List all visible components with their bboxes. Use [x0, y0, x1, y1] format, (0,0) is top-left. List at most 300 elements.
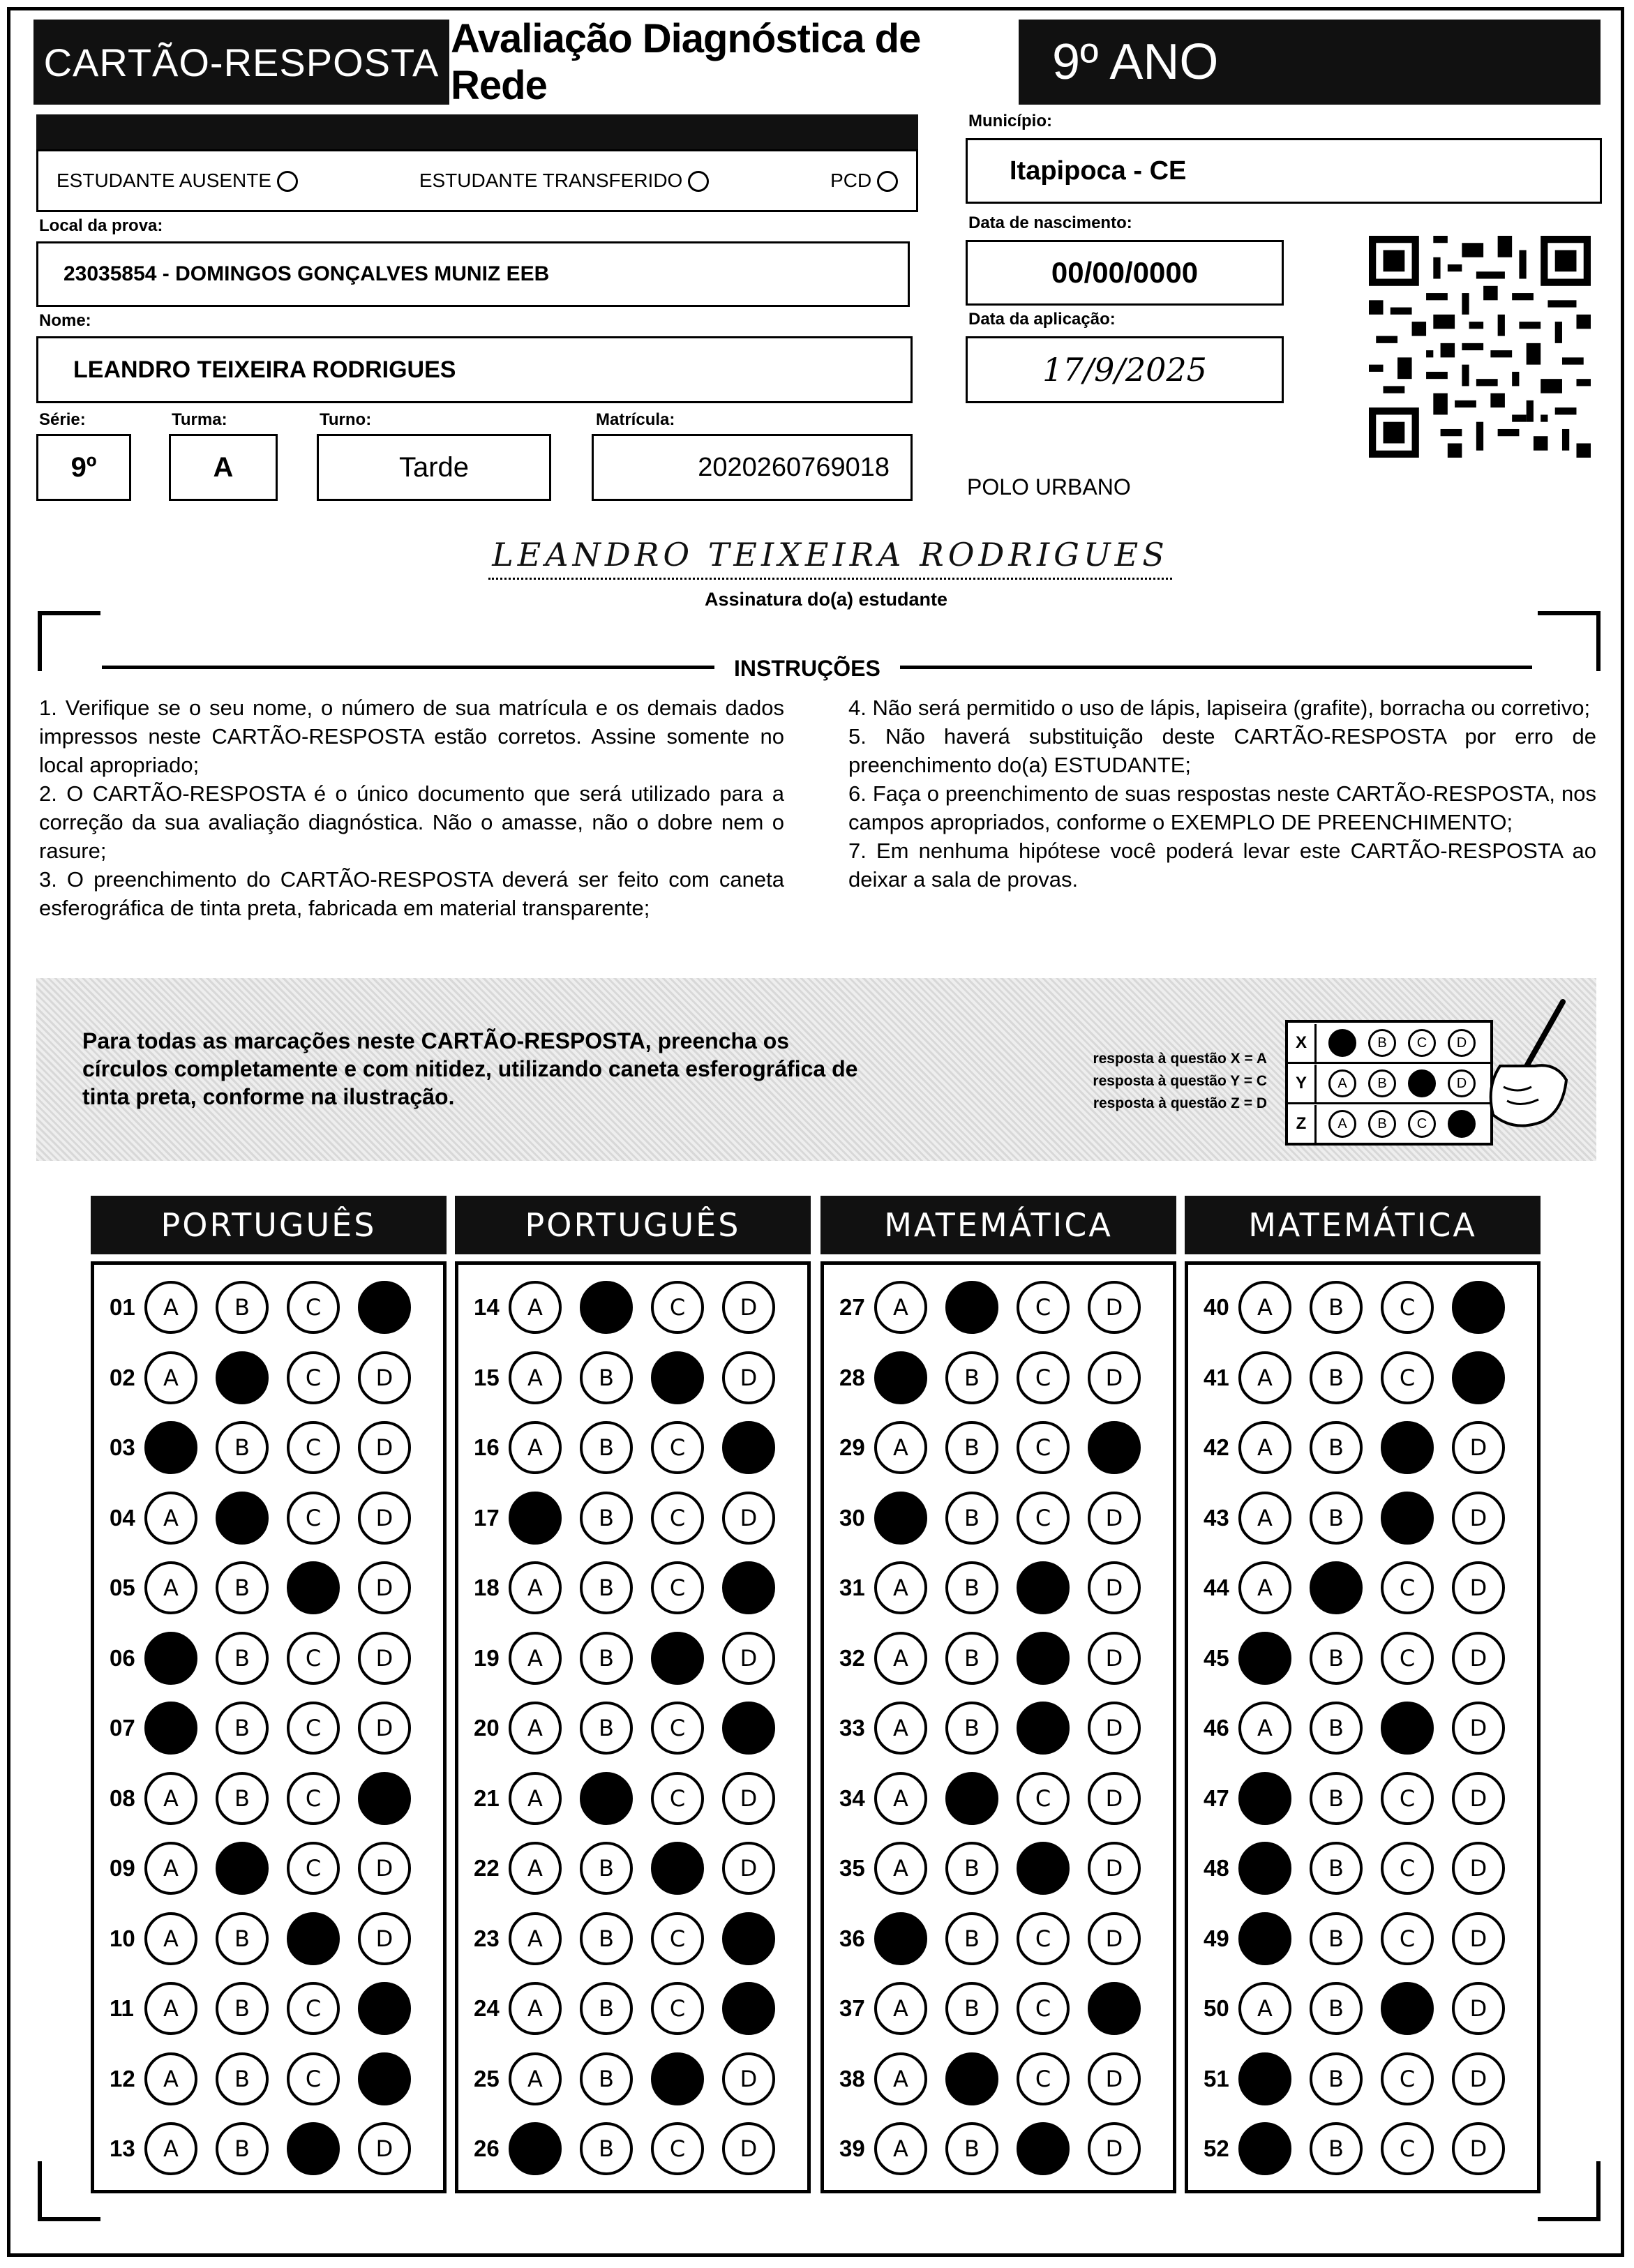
- answer-bubble-d[interactable]: [722, 1561, 775, 1614]
- answer-bubble-a[interactable]: A: [874, 1842, 927, 1895]
- answer-bubble-d[interactable]: D: [722, 2122, 775, 2175]
- answer-bubble-c[interactable]: C: [1017, 1421, 1070, 1474]
- answer-bubble-c[interactable]: C: [651, 1702, 704, 1755]
- answer-bubble-d[interactable]: D: [1452, 1702, 1505, 1755]
- answer-bubble-b[interactable]: B: [580, 1982, 633, 2035]
- example-bubble-a: A: [1328, 1069, 1356, 1097]
- answer-bubble-c[interactable]: C: [1017, 1281, 1070, 1334]
- question-number: 47: [1204, 1785, 1229, 1811]
- turma-field: A: [169, 434, 278, 501]
- absent-circle[interactable]: [277, 171, 298, 192]
- answer-bubble-d[interactable]: [358, 1281, 411, 1334]
- example-legend-z: resposta à questão Z = D: [1093, 1095, 1267, 1111]
- answer-bubble-b[interactable]: [945, 1281, 998, 1334]
- answer-bubble-b[interactable]: [216, 1492, 269, 1545]
- answer-bubble-d[interactable]: D: [1452, 1561, 1505, 1614]
- answer-bubble-d[interactable]: [722, 1912, 775, 1965]
- answer-bubble-a[interactable]: A: [874, 1702, 927, 1755]
- answer-bubble-c[interactable]: [1017, 1632, 1070, 1685]
- question-row: [1204, 1419, 1523, 1476]
- answer-bubble-b[interactable]: B: [1310, 1912, 1363, 1965]
- question-number: 13: [110, 2135, 135, 2161]
- answer-bubble-c[interactable]: C: [651, 1982, 704, 2035]
- question-row: [110, 1699, 429, 1757]
- question-number: 27: [839, 1294, 865, 1320]
- answer-bubble-d[interactable]: D: [1088, 1561, 1141, 1614]
- answer-bubble-b[interactable]: B: [945, 1492, 998, 1545]
- answer-bubble-a[interactable]: A: [874, 1772, 927, 1825]
- example-bubble-c: C: [1408, 1029, 1436, 1057]
- answer-bubble-d[interactable]: D: [722, 1492, 775, 1545]
- instruction-5: 5. Não haverá substituição deste CARTÃO-RESPOSTA por erro de preenchimento do(a) ESTUDANTE;: [848, 724, 1596, 777]
- answer-bubble-b[interactable]: B: [216, 1281, 269, 1334]
- answer-bubble-a[interactable]: A: [509, 2052, 562, 2105]
- answer-bubble-b[interactable]: B: [945, 1632, 998, 1685]
- answer-bubble-d[interactable]: D: [1452, 1632, 1505, 1685]
- instruction-3: 3. O preenchimento do CARTÃO-RESPOSTA deverá ser feito com caneta esferográfica de tinta preta, fabricada em material transparente;: [39, 867, 784, 920]
- exam-title: Avaliação Diagnóstica de Rede: [451, 20, 1017, 105]
- answer-bubble-b[interactable]: B: [216, 1702, 269, 1755]
- answer-bubble-a[interactable]: A: [144, 1351, 197, 1404]
- answer-bubble-d[interactable]: D: [1088, 2122, 1141, 2175]
- question-number: 10: [110, 1925, 135, 1951]
- example-bubble-b: B: [1368, 1110, 1396, 1138]
- answer-bubble-c[interactable]: C: [287, 1772, 340, 1825]
- question-row: [474, 1559, 793, 1616]
- answer-bubble-d[interactable]: D: [358, 1492, 411, 1545]
- answer-bubble-a[interactable]: [144, 1421, 197, 1474]
- answer-bubble-b[interactable]: B: [216, 2052, 269, 2105]
- answer-bubble-c[interactable]: C: [1017, 1492, 1070, 1545]
- answer-bubble-a[interactable]: A: [1238, 1492, 1291, 1545]
- answer-bubble-b[interactable]: B: [1310, 1772, 1363, 1825]
- answer-bubble-b[interactable]: B: [1310, 1492, 1363, 1545]
- question-row: [474, 1489, 793, 1547]
- answer-bubble-c[interactable]: C: [651, 1912, 704, 1965]
- question-row: [839, 2050, 1159, 2108]
- answer-bubble-a[interactable]: [1238, 1772, 1291, 1825]
- answer-bubble-d[interactable]: D: [722, 2052, 775, 2105]
- answer-bubble-d[interactable]: D: [1088, 1492, 1141, 1545]
- answer-bubble-b[interactable]: B: [1310, 1982, 1363, 2035]
- answer-bubble-b[interactable]: B: [945, 1912, 998, 1965]
- answer-bubble-d[interactable]: [1088, 1982, 1141, 2035]
- question-number: 32: [839, 1644, 865, 1671]
- nascimento-label: Data de nascimento:: [968, 213, 1132, 232]
- answer-bubble-b[interactable]: [580, 1772, 633, 1825]
- answer-bubble-c[interactable]: [1017, 2122, 1070, 2175]
- answer-bubble-c[interactable]: C: [287, 1632, 340, 1685]
- answer-bubble-a[interactable]: A: [144, 1982, 197, 2035]
- answer-bubble-d[interactable]: [1452, 1351, 1505, 1404]
- answer-bubble-b[interactable]: [216, 1351, 269, 1404]
- answer-bubble-d[interactable]: D: [358, 1842, 411, 1895]
- answer-bubble-a[interactable]: A: [144, 1281, 197, 1334]
- answer-bubble-d[interactable]: D: [1088, 1842, 1141, 1895]
- answer-bubble-c[interactable]: [651, 1842, 704, 1895]
- example-bubble-c: [1408, 1069, 1436, 1097]
- answer-bubble-a[interactable]: A: [509, 1351, 562, 1404]
- answer-bubble-b[interactable]: B: [945, 1842, 998, 1895]
- answer-bubble-b[interactable]: B: [580, 1351, 633, 1404]
- answer-bubble-d[interactable]: D: [1088, 1702, 1141, 1755]
- question-number: 15: [474, 1364, 500, 1390]
- question-row: [474, 1699, 793, 1757]
- answer-bubble-c[interactable]: [287, 1912, 340, 1965]
- answer-bubble-a[interactable]: [874, 1492, 927, 1545]
- answer-bubble-b[interactable]: B: [1310, 1281, 1363, 1334]
- answer-bubble-c[interactable]: C: [1017, 2052, 1070, 2105]
- question-row: [839, 1980, 1159, 2037]
- answer-bubble-d[interactable]: [1452, 1281, 1505, 1334]
- answer-bubble-a[interactable]: A: [1238, 1421, 1291, 1474]
- answer-bubble-c[interactable]: C: [287, 2052, 340, 2105]
- answer-bubble-c[interactable]: [651, 1632, 704, 1685]
- answer-bubble-b[interactable]: B: [580, 2052, 633, 2105]
- municipio-field: Itapipoca - CE: [966, 138, 1602, 204]
- answer-bubble-a[interactable]: A: [874, 1982, 927, 2035]
- answer-bubble-d[interactable]: D: [1088, 1912, 1141, 1965]
- answer-bubble-d[interactable]: D: [358, 1351, 411, 1404]
- answer-bubble-c[interactable]: C: [287, 1982, 340, 2035]
- answer-bubble-d[interactable]: D: [358, 1912, 411, 1965]
- question-row: [110, 1419, 429, 1476]
- answer-bubble-c[interactable]: [1017, 1561, 1070, 1614]
- answer-bubble-a[interactable]: A: [144, 2052, 197, 2105]
- answer-bubble-a[interactable]: A: [1238, 1351, 1291, 1404]
- answer-bubble-c[interactable]: [1381, 1421, 1434, 1474]
- absent-label: ESTUDANTE AUSENTE: [57, 169, 272, 191]
- answer-bubble-a[interactable]: [1238, 1912, 1291, 1965]
- answer-bubble-d[interactable]: D: [722, 1842, 775, 1895]
- answer-bubble-b[interactable]: B: [945, 1421, 998, 1474]
- answer-bubble-b[interactable]: B: [580, 1492, 633, 1545]
- answer-bubble-c[interactable]: C: [287, 1351, 340, 1404]
- answer-bubble-a[interactable]: A: [509, 1772, 562, 1825]
- polo-label: POLO URBANO: [967, 474, 1131, 500]
- example-row-2: [1288, 1105, 1490, 1143]
- answer-bubble-b[interactable]: B: [580, 1912, 633, 1965]
- answer-bubble-c[interactable]: C: [651, 1772, 704, 1825]
- question-number: 08: [110, 1785, 135, 1811]
- question-number: 29: [839, 1434, 865, 1460]
- answer-bubble-c[interactable]: [287, 1561, 340, 1614]
- answer-bubble-c[interactable]: [651, 2052, 704, 2105]
- answer-bubble-c[interactable]: C: [1381, 1912, 1434, 1965]
- answer-bubble-c[interactable]: C: [1017, 1351, 1070, 1404]
- pcd-option[interactable]: [830, 170, 898, 193]
- answer-bubble-c[interactable]: C: [1381, 1772, 1434, 1825]
- answer-bubble-b[interactable]: B: [580, 1702, 633, 1755]
- answer-bubble-d[interactable]: D: [1452, 2122, 1505, 2175]
- answer-bubble-a[interactable]: A: [1238, 1281, 1291, 1334]
- answer-bubble-a[interactable]: A: [1238, 1561, 1291, 1614]
- answer-bubble-b[interactable]: B: [216, 1421, 269, 1474]
- question-number: 43: [1204, 1504, 1229, 1531]
- student-signature: LEANDRO TEIXEIRA RODRIGUES: [488, 536, 1172, 580]
- answer-bubble-c[interactable]: C: [1017, 1982, 1070, 2035]
- question-number: 03: [110, 1434, 135, 1460]
- answer-bubble-a[interactable]: A: [509, 1632, 562, 1685]
- answer-bubble-b[interactable]: [216, 1842, 269, 1895]
- answer-bubble-d[interactable]: D: [1452, 1912, 1505, 1965]
- question-number: 37: [839, 1995, 865, 2021]
- question-row: [1204, 1559, 1523, 1616]
- turma-label: Turma:: [172, 410, 227, 429]
- answer-bubble-a[interactable]: A: [144, 1912, 197, 1965]
- turno-label: Turno:: [320, 410, 372, 429]
- question-row: [474, 1279, 793, 1336]
- answer-bubble-b[interactable]: B: [580, 1632, 633, 1685]
- question-number: 46: [1204, 1715, 1229, 1741]
- signature-caption: Assinatura do(a) estudante: [705, 589, 948, 610]
- answer-bubble-b[interactable]: B: [945, 1561, 998, 1614]
- answer-bubble-d[interactable]: D: [358, 2122, 411, 2175]
- matricula-field: 2020260769018: [592, 434, 913, 501]
- answer-bubble-b[interactable]: B: [1310, 1702, 1363, 1755]
- answer-bubble-b[interactable]: B: [1310, 1842, 1363, 1895]
- question-number: 05: [110, 1575, 135, 1600]
- answer-bubble-d[interactable]: [358, 2052, 411, 2105]
- answer-bubble-c[interactable]: C: [287, 1702, 340, 1755]
- answer-bubble-b[interactable]: B: [580, 2122, 633, 2175]
- answer-bubble-a[interactable]: A: [509, 1421, 562, 1474]
- question-number: 38: [839, 2065, 865, 2091]
- answer-bubble-c[interactable]: [1381, 1492, 1434, 1545]
- answer-bubble-c[interactable]: [651, 1351, 704, 1404]
- question-row: [1204, 1980, 1523, 2037]
- question-number: 16: [474, 1434, 500, 1460]
- example-row-label: X: [1288, 1024, 1317, 1062]
- answer-bubble-b[interactable]: B: [945, 2122, 998, 2175]
- question-row: [1204, 1489, 1523, 1547]
- answer-bubble-a[interactable]: [1238, 2122, 1291, 2175]
- answer-bubble-b[interactable]: B: [1310, 1632, 1363, 1685]
- question-number: 20: [474, 1715, 500, 1741]
- instruction-6: 6. Faça o preenchimento de suas respostas neste CARTÃO-RESPOSTA, nos campos apropriados, conforme o EXEMPLO DE PREENCHIMENTO;: [848, 781, 1596, 834]
- answer-bubble-a[interactable]: A: [509, 1842, 562, 1895]
- answer-bubble-a[interactable]: [1238, 1842, 1291, 1895]
- answer-bubble-a[interactable]: A: [144, 1492, 197, 1545]
- answer-bubble-b[interactable]: B: [216, 1632, 269, 1685]
- answer-bubble-d[interactable]: D: [722, 1351, 775, 1404]
- transferred-option[interactable]: [419, 170, 709, 193]
- answer-bubble-c[interactable]: C: [1017, 1772, 1070, 1825]
- answer-bubble-b[interactable]: B: [945, 1982, 998, 2035]
- answer-bubble-d[interactable]: [722, 1421, 775, 1474]
- nascimento-field: 00/00/0000: [966, 240, 1284, 306]
- pcd-circle[interactable]: [877, 171, 898, 192]
- answer-bubble-a[interactable]: A: [144, 2122, 197, 2175]
- answer-bubble-b[interactable]: B: [1310, 2122, 1363, 2175]
- answer-bubble-b[interactable]: B: [1310, 1351, 1363, 1404]
- serie-field: 9º: [36, 434, 131, 501]
- local-field: 23035854 - DOMINGOS GONÇALVES MUNIZ EEB: [36, 241, 910, 307]
- answer-bubble-d[interactable]: D: [1452, 1772, 1505, 1825]
- answer-bubble-b[interactable]: [945, 1772, 998, 1825]
- answer-bubble-d[interactable]: [1088, 1421, 1141, 1474]
- answer-bubble-c[interactable]: C: [1017, 1912, 1070, 1965]
- answer-bubble-c[interactable]: C: [287, 1421, 340, 1474]
- question-row: [1204, 1630, 1523, 1687]
- answer-bubble-a[interactable]: A: [1238, 1982, 1291, 2035]
- answer-bubble-c[interactable]: [1381, 1702, 1434, 1755]
- answer-bubble-b[interactable]: B: [580, 1561, 633, 1614]
- answer-bubble-c[interactable]: [1017, 1702, 1070, 1755]
- answer-bubble-c[interactable]: C: [1381, 2122, 1434, 2175]
- answer-bubble-c[interactable]: C: [287, 1492, 340, 1545]
- answer-bubble-a[interactable]: [509, 1492, 562, 1545]
- answer-bubble-a[interactable]: [144, 1702, 197, 1755]
- serie-label: Série:: [39, 410, 86, 429]
- question-number: 04: [110, 1504, 135, 1531]
- question-number: 21: [474, 1785, 500, 1811]
- answer-bubble-d[interactable]: [358, 1982, 411, 2035]
- answer-bubble-d[interactable]: D: [1452, 2052, 1505, 2105]
- example-row-0: [1288, 1024, 1490, 1064]
- qr-code-icon: [1369, 234, 1591, 459]
- answer-bubble-c[interactable]: C: [651, 1561, 704, 1614]
- answer-bubble-d[interactable]: D: [1452, 1842, 1505, 1895]
- answer-bubble-c[interactable]: C: [1381, 1281, 1434, 1334]
- question-row: [474, 1770, 793, 1827]
- answer-bubble-d[interactable]: [722, 1702, 775, 1755]
- answer-bubble-a[interactable]: A: [874, 2122, 927, 2175]
- answer-bubble-a[interactable]: A: [874, 1561, 927, 1614]
- answer-bubble-c[interactable]: [1381, 1982, 1434, 2035]
- answer-bubble-a[interactable]: A: [509, 1982, 562, 2035]
- answer-bubble-b[interactable]: B: [216, 1982, 269, 2035]
- answer-bubble-c[interactable]: C: [1381, 1842, 1434, 1895]
- answer-bubble-c[interactable]: C: [287, 1281, 340, 1334]
- answer-bubble-a[interactable]: A: [509, 1912, 562, 1965]
- column-title: MATEMÁTICA: [820, 1196, 1176, 1254]
- question-row: [1204, 2050, 1523, 2108]
- question-number: 02: [110, 1364, 135, 1390]
- answer-bubble-b[interactable]: [580, 1281, 633, 1334]
- answer-bubble-a[interactable]: A: [509, 1702, 562, 1755]
- answer-bubble-b[interactable]: B: [216, 2122, 269, 2175]
- answer-bubble-d[interactable]: D: [1452, 1421, 1505, 1474]
- answer-bubble-a[interactable]: A: [1238, 1702, 1291, 1755]
- answer-bubble-d[interactable]: D: [358, 1421, 411, 1474]
- answer-bubble-d[interactable]: D: [358, 1632, 411, 1685]
- answer-bubble-b[interactable]: B: [1310, 1421, 1363, 1474]
- transferred-circle[interactable]: [688, 171, 709, 192]
- example-bubble-d: D: [1448, 1029, 1476, 1057]
- question-number: 01: [110, 1294, 135, 1320]
- column-title: PORTUGUÊS: [91, 1196, 447, 1254]
- question-number: 30: [839, 1504, 865, 1531]
- answer-bubble-b[interactable]: B: [945, 1702, 998, 1755]
- answer-column: [455, 1261, 811, 2193]
- answer-bubble-b[interactable]: [945, 2052, 998, 2105]
- example-bubble-a: A: [1328, 1110, 1356, 1138]
- absent-option[interactable]: [57, 170, 298, 193]
- answer-bubble-a[interactable]: A: [144, 1772, 197, 1825]
- nome-field: LEANDRO TEIXEIRA RODRIGUES: [36, 336, 913, 403]
- answer-bubble-d[interactable]: D: [358, 1702, 411, 1755]
- question-number: 49: [1204, 1925, 1229, 1951]
- answer-bubble-a[interactable]: [1238, 2052, 1291, 2105]
- answer-bubble-d[interactable]: D: [1088, 1772, 1141, 1825]
- answer-bubble-c[interactable]: C: [287, 1842, 340, 1895]
- instruction-2: 2. O CARTÃO-RESPOSTA é o único documento que será utilizado para a correção da sua avaliação diagnóstica. Não o amasse, não o dobre nem o rasure;: [39, 781, 784, 863]
- answer-bubble-c[interactable]: [287, 2122, 340, 2175]
- municipio-label: Município:: [968, 112, 1052, 130]
- answer-bubble-a[interactable]: [874, 1912, 927, 1965]
- answer-bubble-d[interactable]: D: [1452, 1982, 1505, 2035]
- answer-bubble-d[interactable]: D: [1088, 1632, 1141, 1685]
- corner-bracket-top-right: [1538, 611, 1601, 671]
- answer-bubble-a[interactable]: [874, 1351, 927, 1404]
- answer-bubble-c[interactable]: C: [651, 1421, 704, 1474]
- answer-bubble-d[interactable]: D: [1088, 2052, 1141, 2105]
- answer-bubble-b[interactable]: B: [216, 1561, 269, 1614]
- question-number: 24: [474, 1995, 500, 2021]
- answer-bubble-b[interactable]: B: [216, 1912, 269, 1965]
- aplicacao-field: 17/9/2025: [966, 336, 1284, 403]
- question-number: 39: [839, 2135, 865, 2161]
- matricula-label: Matrícula:: [596, 410, 675, 429]
- answer-bubble-a[interactable]: [509, 2122, 562, 2175]
- question-row: [839, 1489, 1159, 1547]
- answer-bubble-a[interactable]: A: [874, 1421, 927, 1474]
- answer-bubble-d[interactable]: [358, 1772, 411, 1825]
- answer-bubble-a[interactable]: A: [874, 1281, 927, 1334]
- answer-bubble-a[interactable]: A: [874, 2052, 927, 2105]
- question-number: 06: [110, 1644, 135, 1671]
- answer-bubble-d[interactable]: D: [1088, 1281, 1141, 1334]
- answer-bubble-b[interactable]: B: [945, 1351, 998, 1404]
- answer-column: [91, 1261, 447, 2193]
- answer-bubble-c[interactable]: C: [1381, 2052, 1434, 2105]
- example-row-1: [1288, 1065, 1490, 1104]
- answer-bubble-d[interactable]: D: [722, 1281, 775, 1334]
- answer-bubble-b[interactable]: B: [216, 1772, 269, 1825]
- grade-badge: 9º ANO: [1019, 20, 1601, 105]
- answer-bubble-c[interactable]: C: [651, 1281, 704, 1334]
- answer-bubble-b[interactable]: B: [580, 1842, 633, 1895]
- answer-bubble-a[interactable]: A: [874, 1632, 927, 1685]
- answer-bubble-d[interactable]: D: [358, 1561, 411, 1614]
- answer-bubble-a[interactable]: [1238, 1632, 1291, 1685]
- question-number: 52: [1204, 2135, 1229, 2161]
- answer-bubble-b[interactable]: B: [1310, 2052, 1363, 2105]
- answer-bubble-d[interactable]: [722, 1982, 775, 2035]
- answer-bubble-a[interactable]: A: [144, 1561, 197, 1614]
- answer-bubble-c[interactable]: C: [1381, 1351, 1434, 1404]
- answer-bubble-c[interactable]: C: [1381, 1561, 1434, 1614]
- answer-bubble-c[interactable]: [1017, 1842, 1070, 1895]
- answer-bubble-d[interactable]: D: [722, 1772, 775, 1825]
- answer-bubble-c[interactable]: C: [1381, 1632, 1434, 1685]
- answer-bubble-d[interactable]: D: [722, 1632, 775, 1685]
- answer-bubble-d[interactable]: D: [1452, 1492, 1505, 1545]
- answer-bubble-c[interactable]: C: [651, 1492, 704, 1545]
- answer-bubble-a[interactable]: A: [144, 1842, 197, 1895]
- answer-bubble-a[interactable]: A: [509, 1561, 562, 1614]
- question-number: 44: [1204, 1575, 1229, 1600]
- question-number: 36: [839, 1925, 865, 1951]
- question-row: [110, 1840, 429, 1897]
- answer-bubble-a[interactable]: [144, 1632, 197, 1685]
- answer-bubble-a[interactable]: A: [509, 1281, 562, 1334]
- answer-bubble-b[interactable]: [1310, 1561, 1363, 1614]
- answer-bubble-c[interactable]: C: [651, 2122, 704, 2175]
- answer-bubble-b[interactable]: B: [580, 1421, 633, 1474]
- answer-bubble-d[interactable]: D: [1088, 1351, 1141, 1404]
